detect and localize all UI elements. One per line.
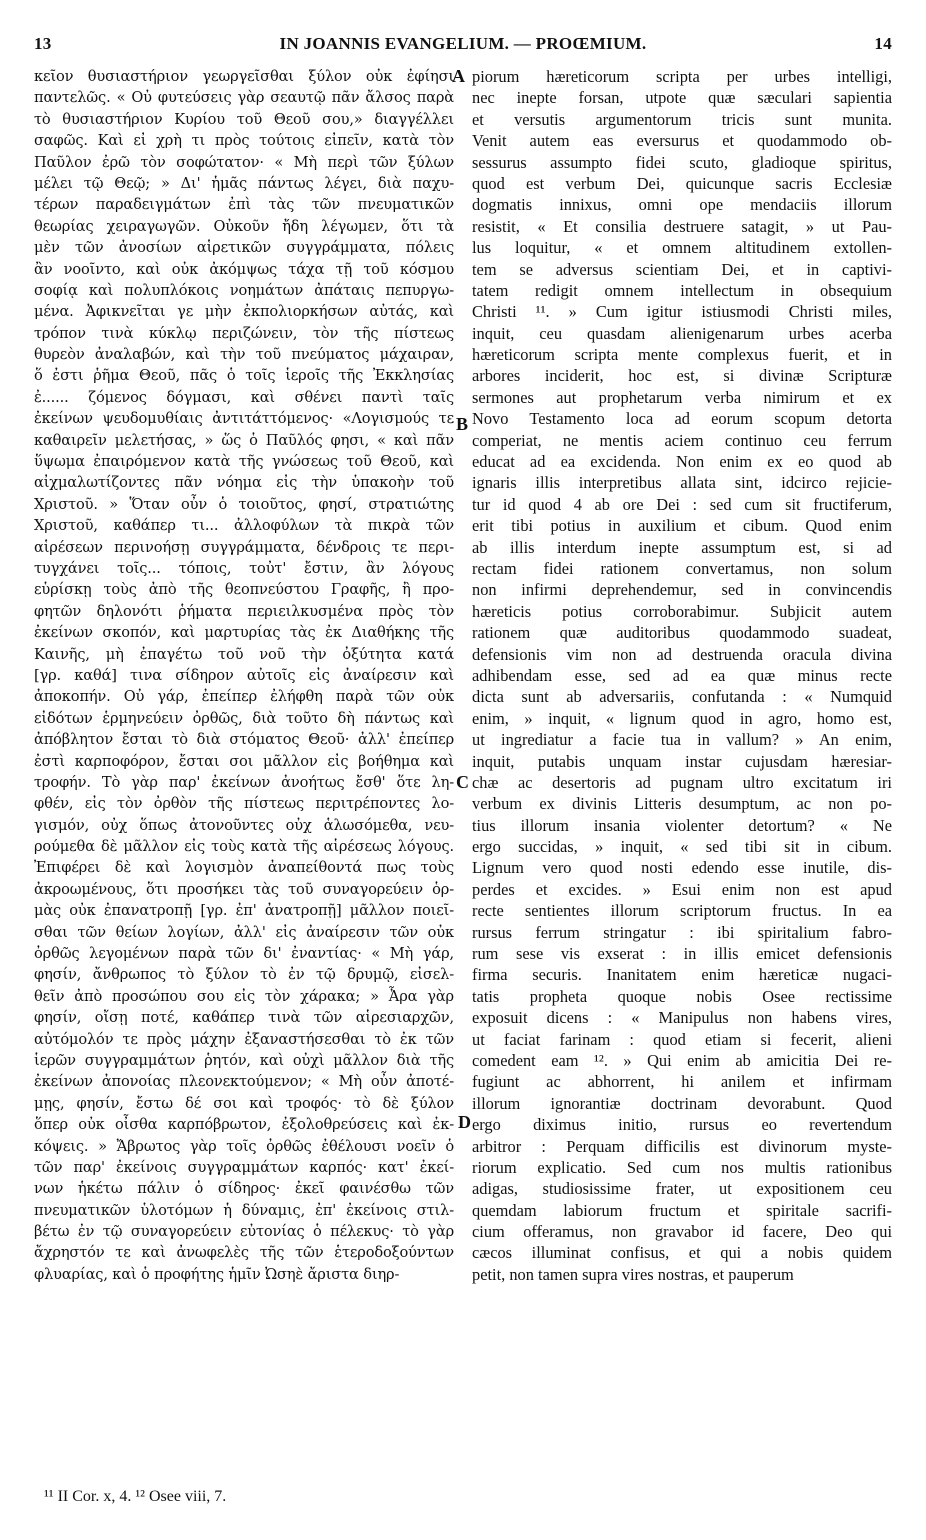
text-line: μέλει τῷ Θεῷ; » Δι' ἡμᾶς πάντως λέγει, διὰ παχυ- xyxy=(34,174,454,192)
text-line: ergo succidas, » inquit, « sed tibi sit in cibum. xyxy=(472,837,892,857)
text-line: ἀποκοπήν. Οὐ γάρ, ἐπείπερ ἐλήφθη παρὰ τῶν οὐκ xyxy=(34,688,454,706)
text-line: τὸ θυσιαστήριον Κυρίου τοῦ Θεοῦ σου,» διαγγέλλει xyxy=(34,110,454,128)
text-line: ἀπόβλητον ἔσται τὸ διὰ στόματος Θεοῦ· ἀλλ' ἐπείπερ xyxy=(34,731,454,749)
text-line: θεωρίας χειραγωγῶν. Οὐκοῦν ἤδη λέγωμεν, ὅτι τὰ xyxy=(34,217,454,235)
page-number-left: 13 xyxy=(34,34,52,53)
text-line: ὅ ἐστι ῥῆμα Θεοῦ, πᾶς ὁ τοῖς ἱεροῖς τῆς Ἐκκλησίας xyxy=(34,367,454,385)
text-line: chæ ac desertoris ad pugnam ultro excitatum iri xyxy=(472,772,892,792)
text-line: ἱερῶν συγγραμμάτων ῥητόν, καὶ οὐχὶ μᾶλλον διὰ τῆς xyxy=(34,1051,454,1069)
text-line: firma securis. Inanitatem enim hæreticæ nugaci- xyxy=(472,965,892,985)
text-line: Χριστοῦ, καθάπερ τι... ἀλλοφύλων τὰ πικρὰ τῶν xyxy=(34,517,454,535)
text-line: φθέν, εἰς τὸν ὀρθὸν τῆς πίστεως περιτρέποντες λο- xyxy=(34,795,454,813)
running-header xyxy=(34,34,892,60)
text-line: θυρεὸν ἀναλαβών, καὶ τὴν τοῦ πνεύματος μάχαιραν, xyxy=(34,346,454,364)
text-line: cium offeramus, non gravabor id facere, Deo qui xyxy=(472,1222,892,1242)
text-line: arbores inciderit, hoc est, si divinæ Scripturæ xyxy=(472,366,892,386)
text-line: πνευματικῶν ὑλοτόμων ἡ δύναμις, ἐπ' ἐκείνοις στιλ- xyxy=(34,1201,454,1219)
text-line: ἐκείνων ἀπονοίας πλεονεκτούμενον; « Μὴ οὖν ἀποτέ- xyxy=(34,1073,454,1091)
text-line: κόψεις. » Ἄβρωτος γὰρ τοῖς ὀρθῶς ἐθέλουσι νοεῖν ὁ xyxy=(34,1137,454,1155)
text-line: petit, non tamen supra vires nostras, et pauperum xyxy=(472,1264,794,1284)
text-line: ρούμεθα δὲ μᾶλλον εἰς τοὺς κατὰ τῆς αἱρέσεως λόγους. xyxy=(34,838,454,856)
text-line: rectam fidei rationem convertamus, non solum xyxy=(472,558,892,578)
text-line: tem se adversus scientiam Dei, et in captivi- xyxy=(472,259,892,279)
page-number-right: 14 xyxy=(874,34,892,53)
running-title: IN JOANNIS EVANGELIUM. — PROŒMIUM. xyxy=(279,34,647,53)
text-line: tatem redigit omnem intellectum in obsequium xyxy=(472,280,892,300)
text-line: ignaris illis interpretibus allata sint, idcirco rejicie- xyxy=(472,473,892,493)
text-line: defensionis vim non ad destruenda oracula divina xyxy=(472,644,892,664)
text-line: ut faciat farinam : quod etiam si fecerit, alieni xyxy=(472,1029,892,1049)
text-line: ἀκροωμένους, ὅτι προσήκει τὰς τοῦ συναγορεύειν ὁρ- xyxy=(34,880,454,898)
text-line: ὀρθῶς λεγομένων παρὰ τῶν δι' ἐναντίας· « Μὴ γάρ, xyxy=(34,945,454,963)
text-line: hæreticis potius corroborabimur. Subjicit autem xyxy=(472,601,892,621)
text-line: ab illis interdum inepte assumptum est, si ad xyxy=(472,537,892,557)
text-line: Venit autem eas eversurus et quodammodo ob- xyxy=(472,131,892,151)
text-line: educat ad ea excidenda. Non enim ex eo quod ab xyxy=(472,452,892,472)
text-line: tur id quod 4 ab ore Dei : sed cum sit fructiferum, xyxy=(472,494,892,514)
text-line: τροφήν. Τὸ γὰρ παρ' ἐκείνων ἀνοήτως ἔσθ' ὅτε λη- xyxy=(34,773,454,791)
text-line: ἐ...... ζόμενος δόγμασι, καὶ σθένει παντὶ ταῖς xyxy=(34,388,454,406)
text-line: σοφίᾳ καὶ πολυπλόκοις νοημάτων ἀπάταις πεπυργω- xyxy=(34,281,454,299)
text-line: inquit, putabis unquam instar cujusdam hæresiar- xyxy=(472,751,892,771)
text-line: rursus ferrum stringatur : ibi spiritalium fabro- xyxy=(472,922,892,942)
text-line: γισμόν, οὐχ ὅπως ἀτονοῦντες οὐχ ἁλωσόμεθα, νευ- xyxy=(34,816,454,834)
text-line: ἐκείνων ψευδομυθίαις ἀντιτάττόμενος· «Λογισμούς τε xyxy=(34,410,454,428)
section-marker-d: D xyxy=(458,1112,471,1132)
text-line: riorum explicatio. Sed cum nos multis rationibus xyxy=(472,1157,892,1177)
text-line: κεῖον θυσιαστήριον γεωργεῖσθαι ξύλον οὐκ ἐφίησι xyxy=(34,68,454,85)
text-line: παντελῶς. « Οὐ φυτεύσεις γὰρ σεαυτῷ πᾶν ἄλσος παρὰ xyxy=(34,89,454,107)
text-line: quod est verbum Dei, quicunque sacris Ecclesiæ xyxy=(472,173,892,193)
text-line: φλυαρίας, καὶ ὁ προφήτης ἡμῖν Ὠσηὲ ἄριστα διηρ- xyxy=(34,1265,400,1283)
text-line: μὲν τῶν ἀνοσίων αἱρετικῶν συγγράμματα, πόλεις xyxy=(34,239,454,257)
text-line: ergo diximus initio, rursus eo revertendum xyxy=(472,1115,892,1135)
text-line: ἄχρηστόν τε καὶ ἀνωφελὲς τῆς τῶν ἑτεροδοξούντων xyxy=(34,1244,454,1262)
text-line: θεῖν ἀπὸ προσώπου σου εἰς τὸν χάρακα; » Ἆρα γὰρ xyxy=(34,987,454,1005)
text-line: enim, » inquit, « lignum quod in agro, homo est, xyxy=(472,708,892,728)
text-line: illorum ignorantiæ doctrinam devorabunt. Quod xyxy=(472,1093,892,1113)
text-line: non infirmi deprehendemur, sed in convincendis xyxy=(472,580,892,600)
text-line: μὰς οὐκ ἐπανατροπῇ [γρ. ἐπ' ἀνατροπῇ] μᾶλλον ποιεῖ- xyxy=(34,902,454,920)
text-line: Christi ¹¹. » Cum igitur istiusmodi Christi miles, xyxy=(472,302,892,322)
text-line: ἐκείνων σκοπόν, καὶ μαρτυρίας τὰς ἐκ Διαθήκης τῆς xyxy=(34,624,454,642)
text-line: ὕψωμα ἐπαιρόμενον κατὰ τῆς γνώσεως τοῦ Θεοῦ, καὶ xyxy=(34,453,454,471)
text-line: νων ἡκέτω πάλιν ὁ σίδηρος· ἐκεῖ φαινέσθω τῶν xyxy=(34,1180,454,1198)
text-line: arbitror : Perquam difficilis est divinorum myste- xyxy=(472,1136,892,1156)
text-line: sessurus assumpto fidei scuto, gladioque spiritus, xyxy=(472,152,892,172)
text-line: φησίν, ἄνθρωπος τὸ ξύλον τὸ ἐν τῷ δρυμῷ, εἰσελ- xyxy=(34,966,454,984)
text-line: βέτω ἐν τῷ συναγορεύειν εὐτονίας ὁ πέλεκυς· τὸ γὰρ xyxy=(34,1223,454,1241)
text-line: rum sese vis exserat : in illis emicet defensionis xyxy=(472,944,892,964)
text-line: Ἐπιφέρει δὲ καὶ λογισμὸν ἀναπείθοντά πως τοὺς xyxy=(34,859,454,877)
text-line: lus loquitur, « et omnem altitudinem extollen- xyxy=(472,238,892,258)
text-line: Novo Testamento loca ad eorum scopum detorta xyxy=(472,409,892,429)
text-line: ὅπερ οὐκ οἶσθα καρπόβρωτον, ἐξολοθρεύσεις καὶ ἐκ- xyxy=(34,1116,454,1134)
section-marker-c: C xyxy=(456,772,469,792)
text-line: perdes et excides. » Esui enim non est apud xyxy=(472,879,892,899)
text-line: hæreticorum scripta mente complexus fuerit, et in xyxy=(472,345,892,365)
text-line: piorum hæreticorum scripta per urbes intelligi, xyxy=(472,67,892,86)
text-line: ἐστὶ καρποφόρον, ἔσται σοι μᾶλλον εἰς βοήθημα καὶ xyxy=(34,752,454,770)
text-line: [γρ. καθά] τινα σίδηρον αὐτοῖς εἰς ἀναίρεσιν καὶ xyxy=(34,666,454,684)
text-line: μένα. Ἀφικνεῖται γε μὴν ἐκπολιορκήσων αὐτάς, καὶ xyxy=(34,303,454,321)
footnotes: ¹¹ II Cor. x, 4. ¹² Osee viii, 7. xyxy=(44,1488,227,1505)
text-line: αὐτόμολόν τε πρὸς μάχην ἐξαναστήσεσθαι τὸ ἐκ τῶν xyxy=(34,1030,454,1048)
text-line: σαφῶς. Καὶ εἰ χρὴ τι πρὸς τούτοις εἰπεῖν, κατὰ τὸν xyxy=(34,132,454,150)
text-line: verbum ex divinis Litteris desumptum, ac non po- xyxy=(472,794,892,814)
text-line: σθαι τῶν θείων λογίων, ἀλλ' εἰς ἀναίρεσιν τῶν οὐκ xyxy=(34,923,454,941)
text-line: αἱρέσεων περινοήσῃ συγγράμματα, δένδροις τε περι- xyxy=(34,538,454,556)
text-line: τῶν παρ' ἐκείνοις συγγραμμάτων καρπός· κατ' ἐκεί- xyxy=(34,1158,454,1176)
text-line: ut ingrediatur a facie tua in vallum? » An enim, xyxy=(472,730,892,750)
text-line: Lignum vero quod nosti edendo esse inutile, dis- xyxy=(472,858,892,878)
text-line: dogmatis innixus, omni ope mendaciis illorum xyxy=(472,195,892,215)
latin-column xyxy=(472,66,892,1285)
text-line: exposuit dicens : « Manipulus non habens vires, xyxy=(472,1008,892,1028)
text-line: Παῦλον ἐρῶ τὸν σοφώτατον· « Μὴ περὶ τῶν ξύλων xyxy=(34,153,454,171)
text-line: καθαιρεῖν μελετήσας, » ὥς ὁ Παῦλός φησι, « καὶ πᾶν xyxy=(34,431,454,449)
text-line: φητῶν δηλονότι ῥήματα περιειλκυσμένα πρὸς τὸν xyxy=(34,602,454,620)
text-line: comedent eam ¹². » Qui enim ab amicitia Dei re- xyxy=(472,1050,892,1070)
text-line: τρόπον τινὰ κύκλῳ περιζώνειν, τὸν τῆς πίστεως xyxy=(34,324,454,342)
text-line: rationem quæ auditoribus quodammodo suadeat, xyxy=(472,623,892,643)
text-line: μῃς, φησίν, ἔστω δέ σοι καὶ τροφός· τὸ δὲ ξύλον xyxy=(34,1094,454,1112)
text-line: Καινῆς, μὴ ἐπαγέτω τοῦ νοῦ τὴν ὀξύτητα κατά xyxy=(34,645,454,663)
text-line: αἰχμαλωτίζοντες πᾶν νόημα εἰς τὴν ὑπακοὴν τοῦ xyxy=(34,474,454,492)
text-line: tius illorum insania violenter detortum? « Ne xyxy=(472,815,892,835)
text-line: resistit, « Et consilia destruere satagit, » ut Pau- xyxy=(472,216,892,236)
text-line: fugiunt ac abhorrent, hi anilem et infirmam xyxy=(472,1072,892,1092)
text-line: dicta sunt ab adversariis, confutanda : « Numquid xyxy=(472,687,892,707)
text-line: φησίν, οἴσῃ ποτέ, καθάπερ τινὰ τῶν αἱρεσιαρχῶν, xyxy=(34,1009,454,1027)
text-line: inquit, ceu quasdam alienigenarum urbes acerba xyxy=(472,323,892,343)
text-line: sermones aut prophetarum verba nimirum et ex xyxy=(472,387,892,407)
text-line: nec inepte forsan, utpote quæ sæculari sapientia xyxy=(472,88,892,108)
text-line: erit tibi potius in auxilium et cibum. Quod enim xyxy=(472,516,892,536)
section-marker-b: B xyxy=(456,414,469,434)
text-line: ἂν νοοῖντο, καὶ οὐκ ἀκόμψως τάχα τῇ τοῦ κόσμου xyxy=(34,260,454,278)
text-line: adigas, studiosissime frater, ut expositionem ceu xyxy=(472,1179,892,1199)
text-line: comperiat, ne mentis aciem continuo ceu ferrum xyxy=(472,430,892,450)
text-line: et versutis argumentorum tricis sunt munita. xyxy=(472,109,892,129)
greek-column xyxy=(34,66,454,1285)
text-line: adhibendam esse, sed ad ea quæ minus recte xyxy=(472,665,892,685)
text-line: quemdam labiorum fructum et spiritale sacrifi- xyxy=(472,1200,892,1220)
text-line: cæcos illuminat confisus, et qui a nobis quidem xyxy=(472,1243,892,1263)
text-line: Χριστοῦ. » Ὅταν οὖν ὁ τοιοῦτος, φησί, στρατιώτης xyxy=(34,495,454,513)
text-line: εἰδότων ἑρμηνεύειν ὀρθῶς, διὰ τοῦτο δὴ πάντως καὶ xyxy=(34,709,454,727)
text-line: tatis propheta quoque nobis Osee rectissime xyxy=(472,986,892,1006)
text-line: recte sentientes illorum scriptorum fructus. In ea xyxy=(472,901,892,921)
text-line: εὑρίσκῃ τοὺς ἀπὸ τῆς θεοπνεύστου Γραφῆς, ἢ προ- xyxy=(34,581,454,599)
text-line: τυγχάνει τοῖς... τόποις, τοὐτ' ἔστιν, ἂν λόγους xyxy=(34,559,454,577)
section-marker-a: A xyxy=(452,66,465,86)
text-line: τέρων παραδειγμάτων ἐπὶ τὰς τῶν πνευματικῶν xyxy=(34,196,454,214)
